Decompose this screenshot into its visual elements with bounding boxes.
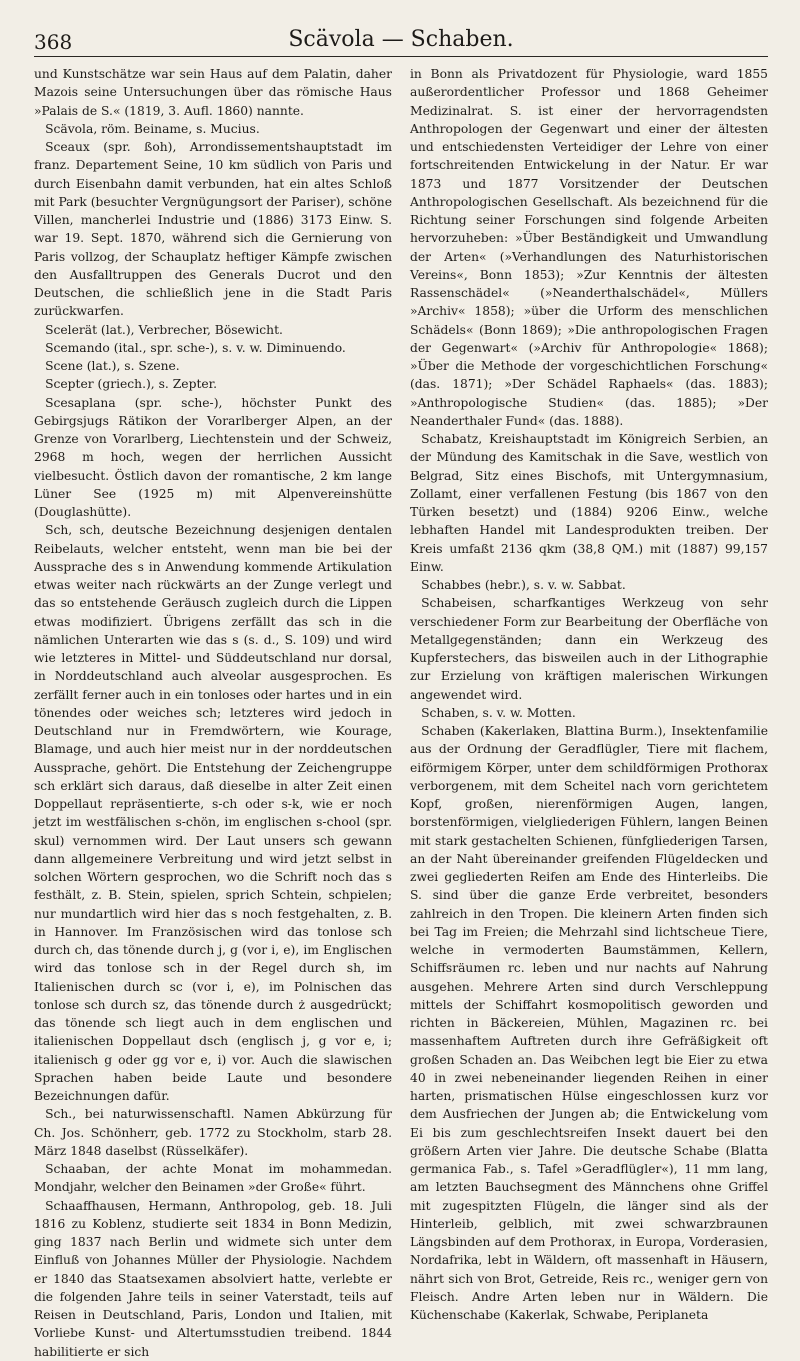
entry-paragraph: Scemando (ital., spr. sche-), s. v. w. Diminuendo. (45, 340, 346, 355)
entry-paragraph: Sch., bei naturwissenschaftl. Namen Abkürzung für Ch. Jos. Schönherr, geb. 1772 zu Stockholm, starb 28. März 1848 daselbst (Rüsselkäfer). (34, 1107, 392, 1158)
entry-paragraph: Scelerät (lat.), Verbrecher, Bösewicht. (45, 322, 283, 337)
page-number: 368 (34, 30, 73, 54)
running-head (34, 0, 768, 57)
entry-paragraph: Schaben, s. v. w. Motten. (421, 705, 576, 720)
entry-paragraph: und Kunstschätze war sein Haus auf dem Palatin, daher Mazois seine Untersuchungen über das römische Haus »Palais de S.« (1819, 3. Aufl. 1860) nannte. (34, 67, 392, 118)
entry-paragraph: Scesaplana (spr. sche-), höchster Punkt des Gebirgsjugs Rätikon der Vorarlberger Alpen, an der Grenze von Vorarlberg, Liechtenstein und der Schweiz, 2968 m hoch, wegen der herrlichen Aussicht vielbesucht. Östlich davon der romantische, 2 km lange Lüner See (1925 m) mit Alpenvereinshütte (Douglashütte). (34, 395, 392, 519)
right-column (410, 65, 768, 1361)
entry-paragraph: Schabbes (hebr.), s. v. w. Sabbat. (421, 578, 626, 592)
entry-paragraph: Sch, sch, deutsche Bezeichnung desjenigen dentalen Reibelauts, welcher entsteht, wenn man bie bei der Aussprache des s in Anwendung kommende Artikulation etwas weiter nach rückwärts an der Zunge verlegt und das so entstehende Geräusch zugleich durch die Lippen etwas modifiziert. Übrigens zerfällt das sch in die nämlichen Unterarten wie das s (s. d., S. 109) und wird wie letzteres in Mittel- und Süddeutschland nur dorsal, in Norddeutschland auch alveolar ausgesprochen. Es zerfällt ferner auch in ein tonloses oder hartes und in ein tönendes oder weiches sch; letzteres wird jedoch in Deutschland nur in Fremdwörtern, wie Kourage, Blamage, und auch hier meist nur in der norddeutschen Aussprache, gehört. Die Entstehung der Zeichengruppe sch erklärt sich daraus, daß dieselbe in alter Zeit einen Doppellaut repräsentierte, s-ch oder s-k, wie er noch jetzt im westfälischen s-chön, im englischen s-chool (spr. skul) vernommen wird. Der Laut unsers sch gewann dann allgemeinere Verbreitung und wird jetzt selbst in solchen Wörtern gesprochen, wo die Schrift noch das s festhält, z. B. Stein, spielen, sprich Schtein, schpielen; nur mundartlich wird hier das s noch festgehalten, z. B. in Hannover. Im Französischen wird das tonlose sch durch ch, das tönende durch j, g (vor i, e), im Englischen wird das tonlose sch in der Regel durch sh, im Italienischen durch sc (vor i, e), im Polnischen das tonlose sch durch sz, das tönende durch ż ausgedrückt; das tönende sch liegt auch in dem englischen und italienischen Doppellaut dsch (englisch j, g vor e, i; italienisch g oder gg vor e, i) vor. Auch die slawischen Sprachen haben beide Laute und besondere Bezeichnungen dafür. (34, 523, 392, 1103)
entry-paragraph: in Bonn als Privatdozent für Physiologie, ward 1855 außerordentlicher Professor und 1868 Geheimer Medizinalrat. S. ist einer der hervorragendsten Anthropologen der Gegenwart und einer der ältesten und entschiedensten Verteidiger der Lehre von einer fortschreitenden Entwickelung in der Natur. Er war 1873 und 1877 Vorsitzender der Deutschen Anthropologischen Gesellschaft. Als bezeichnend für die Richtung seiner Forschungen sind folgende Arbeiten hervorzuheben: »Über Beständigkeit und Umwandlung der Arten« (»Verhandlungen des Naturhistorischen Vereins«, Bonn 1853); »Zur Kenntnis der ältesten Rassenschädel« (»Neanderthalschädel«, Müllers »Archiv« 1858); »über die Urform des menschlichen Schädels« (Bonn 1869); »Die anthropologischen Fragen der Gegenwart« (»Archiv für Anthropologie« 1868); »Über die Methode der vorgeschichtlichen Forschung« (das. 1871); »Der Schädel Raphaels« (das. 1883); »Anthropologische Studien« (das. 1885); »Der Neanderthaler Fund« (das. 1888). (410, 67, 768, 428)
entry-paragraph: Schabatz, Kreishauptstadt im Königreich Serbien, an der Mündung des Kamitschak in die Save, westlich von Belgrad, Sitz eines Bischofs, mit Untergymnasium, Zollamt, einer verfallenen Festung (bis 1867 von den Türken besetzt) und (1884) 9206 Einw., welche lebhaften Handel mit Landesprodukten treiben. Der Kreis umfaßt 2136 qkm (38,8 QM.) mit (1887) 99,157 Einw. (410, 432, 768, 574)
running-title: Scävola — Schaben. (288, 27, 514, 52)
entry-paragraph: Schabeisen, scharfkantiges Werkzeug von sehr verschiedener Form zur Bearbeitung der Oberfläche von Metallgegenständen; dann ein Werkzeug des Kupferstechers, das bisweilen auch in der Lithographie zur Erzielung von kräftigen malerischen Wirkungen angewendet wird. (410, 596, 768, 702)
entry-paragraph: Scävola, röm. Beiname, s. Mucius. (45, 121, 260, 136)
entry-paragraph: Schaaffhausen, Hermann, Anthropolog, geb. 18. Juli 1816 zu Koblenz, studierte seit 1834 in Bonn Medizin, ging 1837 nach Berlin und widmete sich unter dem Einfluß von Johannes Müller der Physiologie. Nachdem er 1840 das Staatsexamen absolviert hatte, verlebte er die folgenden Jahre teils in seiner Vaterstadt, teils auf Reisen in Deutschland, Paris, London und Italien, mit Vorliebe Kunst- und Altertumsstudien treibend. 1844 habilitierte er sich (34, 1198, 392, 1359)
entry-paragraph: Schaaban, der achte Monat im mohammedan. Mondjahr, welcher den Beinamen »der Große« führt. (34, 1162, 392, 1195)
text-columns (34, 65, 768, 1361)
entry-paragraph: Schaben (Kakerlaken, Blattina Burm.), Insektenfamilie aus der Ordnung der Geradflügler, Tiere mit flachem, eiförmigem Körper, unter dem schildförmigen Prothorax verborgenem, mit dem Scheitel nach vorn gerichtetem Kopf, großen, nierenförmigen Augen, langen, borstenförmigen, vielgliederigen Fühlern, langen Beinen mit stark gestachelten Schienen, fünfgliederigen Tarsen, an der Naht übereinander greifenden Flügeldecken und zwei gegliederten Reifen am Ende des Hinterleibs. Die S. sind über die ganze Erde verbreitet, besonders zahlreich in den Tropen. Die kleinern Arten finden sich bei Tag im Freien; die Mehrzahl sind lichtscheue Tiere, welche in vermoderten Baumstämmen, Kellern, Schiffsräumen rc. leben und nur nachts auf Nahrung ausgehen. Mehrere Arten sind durch Verschleppung mittels der Schiffahrt kosmopolitisch geworden und richten in Bäckereien, Mühlen, Magazinen rc. bei massenhaftem Auftreten durch ihre Gefräßigkeit oft großen Schaden an. Das Weibchen legt bie Eier zu etwa 40 in zwei nebeneinander liegenden Reihen in einer harten, prismatischen Hülse eingeschlossen kurz vor dem Ausfriechen der Jungen ab; die Entwickelung vom Ei bis zum geschlechtsreifen Insekt dauert bei den größern Arten vier Jahre. Die deutsche Schabe (Blatta germanica Fab., s. Tafel »Geradflügler«), 11 mm lang, am letzten Bauchsegment des Männchens ohne Griffel mit zugespitzten Flügeln, die länger sind als der Hinterleib, gelblich, mit zwei schwarzbraunen Längsbinden auf dem Prothorax, in Europa, Vorderasien, Nordafrika, lebt in Wäldern, oft massenhaft in Häusern, nährt sich von Brot, Getreide, Reis rc., weniger gern von Fleisch. Andre Arten leben nur in Wäldern. Die Küchenschabe (Kakerlak, Schwabe, Periplaneta (410, 724, 768, 1322)
entry-paragraph: Scepter (griech.), s. Zepter. (45, 377, 218, 392)
entry-paragraph: Scene (lat.), s. Szene. (45, 359, 180, 373)
entry-paragraph: Sceaux (spr. ßoh), Arrondissementshauptstadt im franz. Departement Seine, 10 km südlich von Paris und durch Eisenbahn damit verbunden, hat ein altes Schloß mit Park (besuchter Vergnügungsort der Pariser), schöne Villen, mancherlei Industrie und (1886) 3173 Einw. S. war 19. Sept. 1870, während sich die Gernierung von Paris vollzog, der Schauplatz heftiger Kämpfe zwischen den Ausfalltruppen des Generals Ducrot und den Deutschen, die schließlich jene in die Stadt Paris zurückwarfen. (34, 140, 392, 319)
left-column (34, 65, 392, 1361)
